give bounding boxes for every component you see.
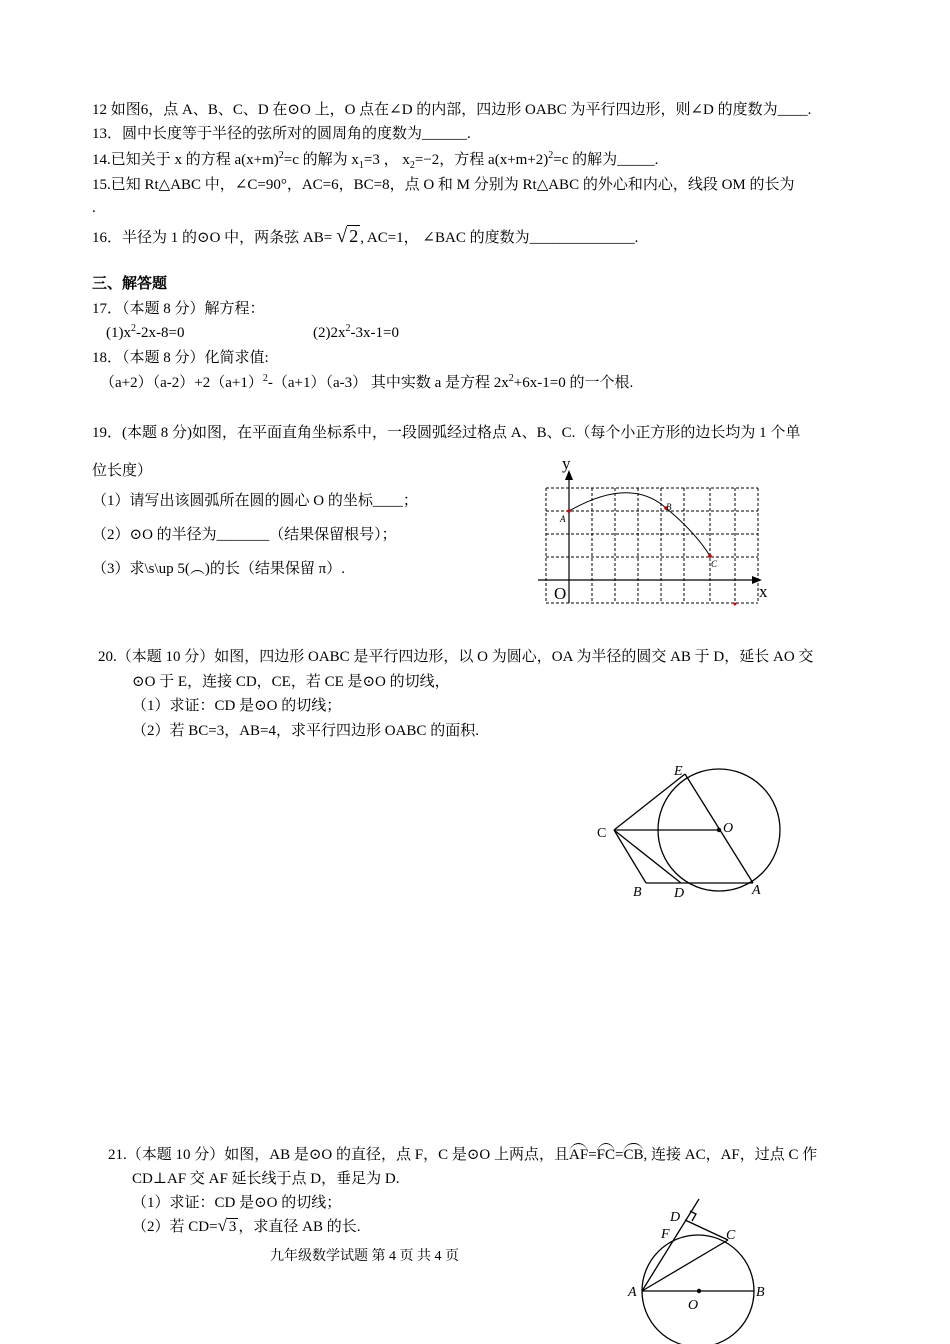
grid-dot [734,603,737,606]
question-15: 15.已知 Rt△ABC 中，∠C=90°，AC=6，BC=8，点 O 和 M 分别为 Rt△ABC 的外心和内心，线段 OM 的长为 [92,177,795,193]
question-18-expression [100,373,633,393]
q18-sup: 2 [262,373,268,384]
q17-p2-sup: 2 [345,323,351,334]
label-c: C [711,559,718,569]
question-15-dot: . [92,200,96,216]
arc-cb [623,1143,643,1165]
q17-p2-a: (2)2x [313,325,346,341]
q21-p2-b: ，求直径 AB 的长. [238,1219,361,1235]
arc-fc [597,1143,615,1165]
question-19-part3: （3）求\s\up 5(︵)的长（结果保留 π）. [92,561,345,577]
q21-stem-a: 21.（本题 10 分）如图，AB 是⊙O 的直径，点 F，C 是⊙O 上两点，且 [108,1147,569,1163]
x-axis-label: x [759,582,768,601]
arc-fc-label: FC [596,1147,616,1163]
q16-part-b: , AC=1， ∠BAC 的度数为______________. [360,230,639,246]
question-19-part2: （2）⊙O 的半径为_______（结果保留根号）； [92,527,397,543]
question-20-part2: （2）若 BC=3，AB=4，求平行四边形 OABC 的面积. [132,723,479,739]
circular-arc [569,493,710,556]
question-17-part2 [313,323,399,343]
question-18-stem: 18．（本题 8 分）化简求值: [92,350,269,366]
center-o-dot [717,828,721,832]
q17-p1-b: -2x-8=0 [136,325,185,341]
parallelogram-circle-figure [590,755,800,905]
label-o: O [723,821,734,836]
q18-c: +6x-1=0 的一个根. [513,375,634,391]
sqrt-2: √ 2 [336,225,359,247]
question-20-stem: 20.（本题 10 分）如图，四边形 OABC 是平行四边形，以 O 为圆心，OA 为半径的圆交 AB 于 D，延长 AO 交 [98,649,814,665]
q14-sub1: 1 [358,160,364,171]
question-19-stem: 19．(本题 8 分)如图，在平面直角坐标系中，一段圆弧经过格点 A、B、C.（每个小正方形的边长均为 1 个单 [92,425,801,441]
label-b: B [633,885,642,900]
q14-sup: 2 [278,150,284,161]
question-21-part1: （1）求证：CD 是⊙O 的切线； [132,1195,342,1211]
question-19-part1: （1）请写出该圆弧所在圆的圆心 O 的坐标____； [92,493,418,509]
label-b: B [666,502,672,512]
q14-sup2: 2 [548,150,554,161]
q16-part-a: 16．半径为 1 的⊙O 中，两条弦 AB= [92,230,333,246]
q21-eq2: = [615,1147,624,1163]
grid-lines [546,488,758,603]
label-a: A [628,1285,637,1300]
q21-eq1: = [588,1147,597,1163]
q21-stem-b: , 连接 AC，AF，过点 C 作 [643,1147,818,1163]
q14-part-c: =3 ， x [363,152,410,168]
question-21-stem [108,1143,817,1165]
label-e: E [674,764,683,779]
label-d: D [670,1210,681,1225]
q14-sub2: 2 [409,160,415,171]
y-axis-label: y [562,454,571,473]
question-21-stem-2: CD⊥AF 交 AF 延长线于点 D，垂足为 D. [132,1171,400,1187]
question-14 [92,150,658,170]
q18-b: -（a+1）（a-3） 其中实数 a 是方程 2x [267,375,509,391]
sqrt-3: √ 3 [217,1216,237,1235]
q14-part-b: =c 的解为 x [283,152,359,168]
q17-p1-sup: 2 [131,323,136,334]
question-20-part1: （1）求证：CD 是⊙O 的切线； [132,698,342,714]
origin-label: O [554,584,567,603]
center-o-dot [697,1289,701,1293]
q21-p2-a: （2）若 CD= [132,1219,218,1235]
point-a [567,509,571,513]
q14-part-e: =c 的解为_____. [553,152,659,168]
page-footer: 九年级数学试题 第 4 页 共 4 页 [270,1249,459,1264]
question-12: 12 如图6，点 A、B、C、D 在⊙O 上，O 点在∠D 的内部，四边形 OABC 为平行四边形，则∠D 的度数为____. [92,102,812,118]
label-b: B [756,1285,765,1300]
sqrt-2-value: 2 [349,226,359,246]
label-a: A [752,883,761,898]
question-21-part2 [132,1216,361,1237]
label-a: A [560,514,566,524]
label-c: C [597,826,607,841]
q17-p1-a: (1)x [106,325,131,341]
figure-lines [642,1199,754,1291]
arc-cb-label: CB [623,1147,644,1163]
coordinate-grid-figure [530,452,780,612]
diameter-circle-figure [620,1192,780,1344]
q14-part-d: =−2，方程 a(x+m+2) [414,152,549,168]
label-f: F [661,1227,670,1242]
question-13: 13．圆中长度等于半径的弦所对的圆周角的度数为______. [92,126,471,142]
sqrt-3-value: 3 [228,1219,237,1235]
label-o: O [688,1298,699,1313]
question-17-part1 [106,323,184,343]
point-c [708,554,712,558]
section-title-3: 三、解答题 [92,276,168,292]
label-d: D [674,886,685,901]
arc-af-label: AF [569,1147,589,1163]
question-20-stem-2: ⊙O 于 E，连接 CD，CE，若 CE 是⊙O 的切线， [132,674,450,690]
q14-part-a: 14.已知关于 x 的方程 a(x+m) [92,152,279,168]
label-c: C [726,1228,736,1243]
arc-af [569,1143,588,1165]
question-17-stem: 17．（本题 8 分）解方程： [92,301,265,317]
q17-p2-b: -3x-1=0 [350,325,399,341]
question-19-stem-2: 位长度） [92,463,153,479]
q18-a: （a+2）（a-2）+2（a+1） [100,375,263,391]
q18-sup2: 2 [508,373,514,384]
question-16 [92,226,638,248]
